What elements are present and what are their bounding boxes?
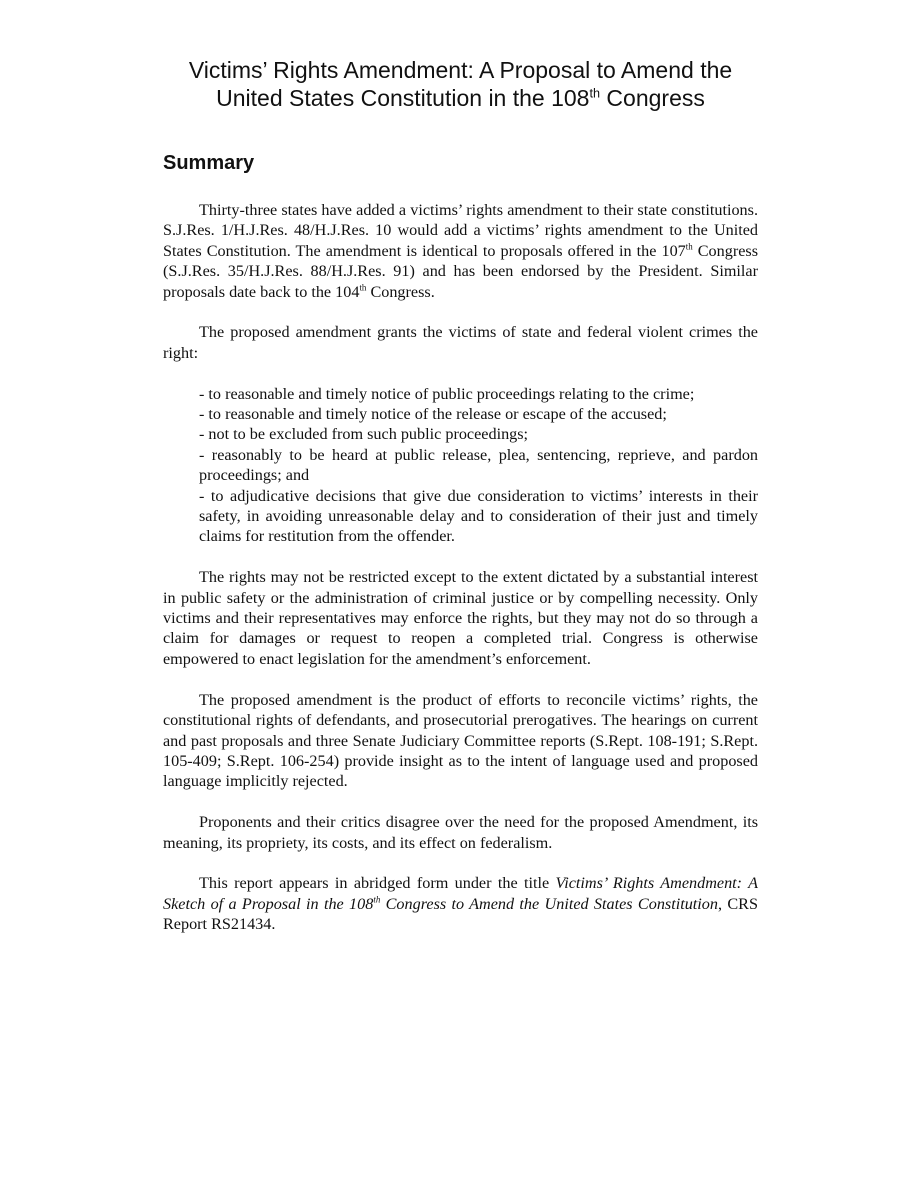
list-item: - reasonably to be heard at public release, plea, sentencing, reprieve, and pardon proceedings; and	[199, 445, 758, 485]
rights-list	[199, 384, 758, 547]
list-item: - to reasonable and timely notice of the release or escape of the accused;	[199, 405, 667, 424]
paragraph-grants: The proposed amendment grants the victims of state and federal violent crimes the right:	[163, 323, 758, 362]
paragraph-states: Thirty-three states have added a victims’ rights amendment to their state constitutions. S.J.Res. 1/H.J.Res. 48/H.J.Res. 10 would add a victims’ rights amendment to the United States Constitution. The amendment is identical to proposals offered in the 107th Congress (S.J.Res. 35/H.J.Res. 88/H.J.Res. 91) and has been endorsed by the President. Similar proposals date back to the 104th Congress.	[163, 201, 758, 301]
report-title-italic: Victims’ Rights Amendment: A Sketch of a Proposal in the 108th Congress to Amend the United States Constitution	[163, 874, 758, 913]
paragraph-proponents: Proponents and their critics disagree over the need for the proposed Amendment, its meaning, its propriety, its costs, and its effect on federalism.	[163, 813, 758, 852]
title-line-2: United States Constitution in the 108th Congress	[216, 85, 705, 111]
list-item: - to reasonable and timely notice of public proceedings relating to the crime;	[199, 384, 695, 403]
document-page	[163, 0, 758, 955]
paragraph-reconcile: The proposed amendment is the product of efforts to reconcile victims’ rights, the constitutional rights of defendants, and prosecutorial prerogatives. The hearings on current and past proposals and three Senate Judiciary Committee reports (S.Rept. 108-191; S.Rept. 105-409; S.Rept. 106-254) provide insight as to the intent of language used and proposed language implicitly rejected.	[163, 690, 758, 791]
paragraph-restrictions: The rights may not be restricted except to the extent dictated by a substantial interest in public safety or the administration of criminal justice or by compelling necessity. Only victims and their representatives may enforce the rights, but they may not do so through a claim for damages or request to reopen a completed trial. Congress is otherwise empowered to enact legislation for the amendment’s enforcement.	[163, 568, 758, 668]
summary-body	[163, 200, 758, 935]
list-item: - to adjudicative decisions that give due consideration to victims’ interests in their safety, in avoiding unreasonable delay and to consideration of their just and timely claims for restitution from the offender.	[199, 486, 758, 546]
title-line-1: Victims’ Rights Amendment: A Proposal to Amend the	[188, 57, 733, 83]
list-item: - not to be excluded from such public proceedings;	[199, 425, 529, 444]
document-title	[163, 56, 758, 112]
summary-heading: Summary	[163, 152, 255, 174]
paragraph-abridged: This report appears in abridged form under the title Victims’ Rights Amendment: A Sketch of a Proposal in the 108th Congress to Amend the United States Constitution, CRS Report RS21434.	[163, 874, 758, 934]
